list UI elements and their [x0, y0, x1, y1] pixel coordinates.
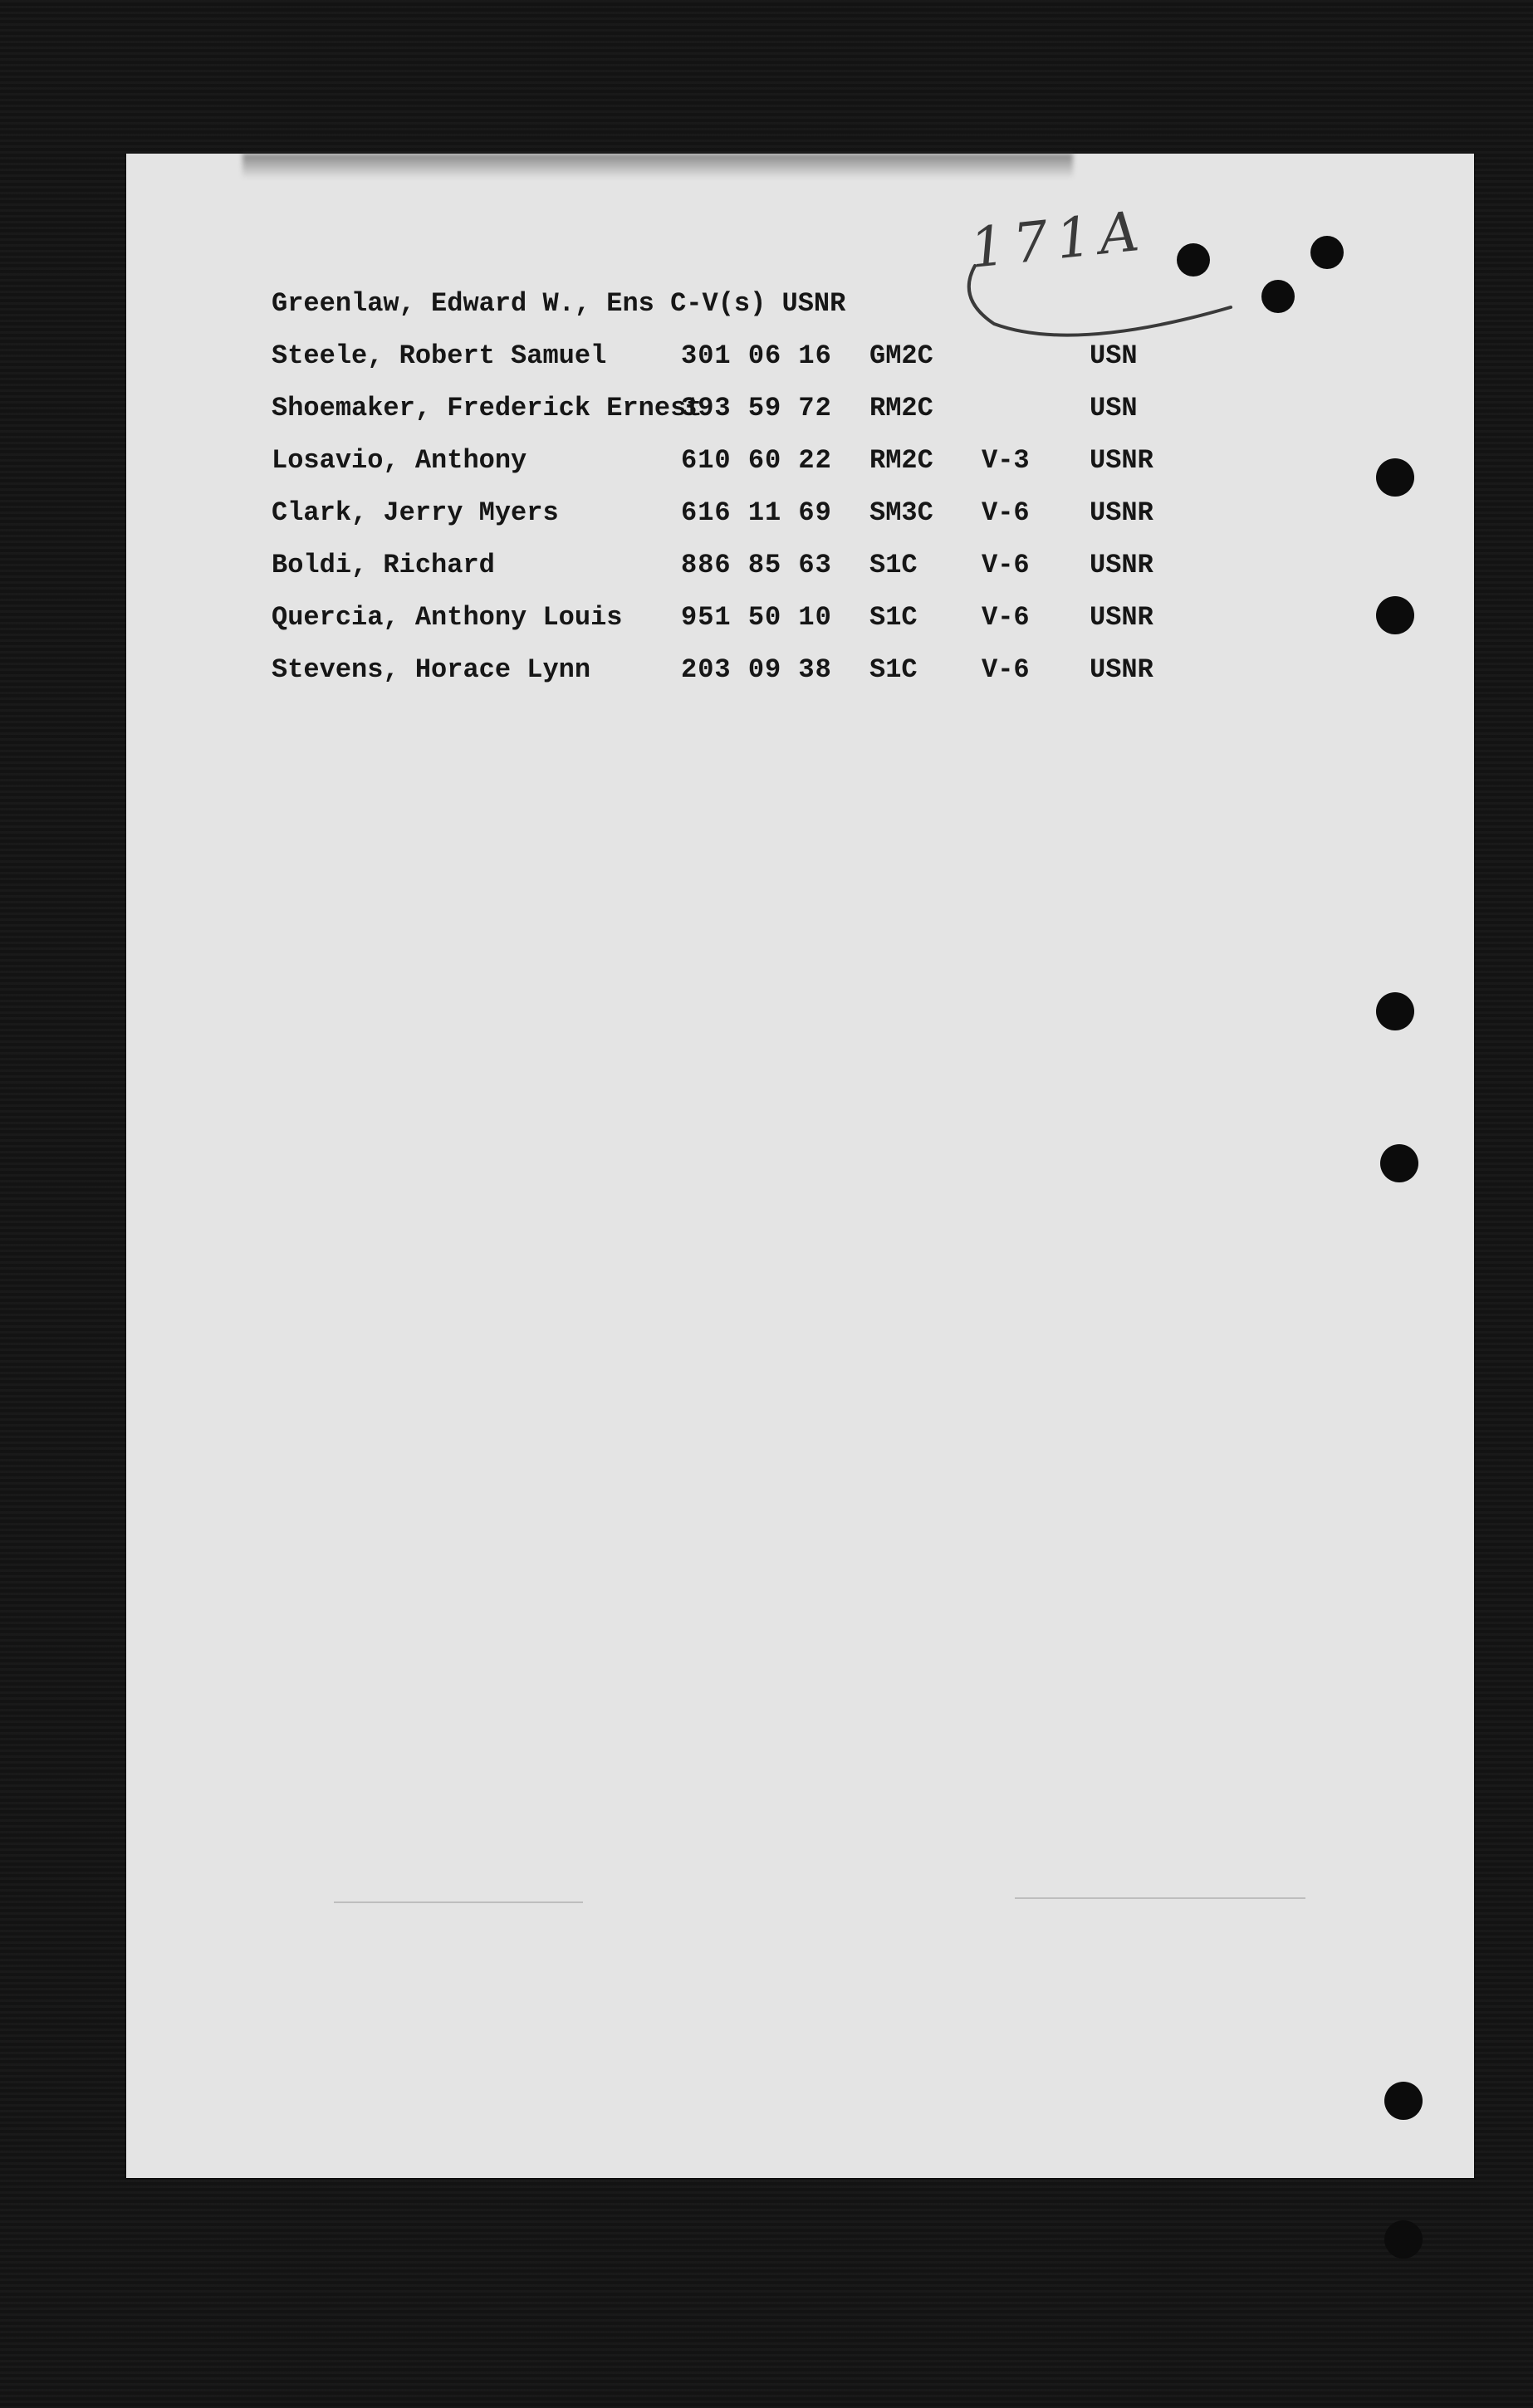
- record-class: V-6: [982, 550, 1030, 580]
- record-class: V-6: [982, 602, 1030, 633]
- faint-mark: [334, 1901, 583, 1903]
- record-rate: RM2C: [869, 393, 933, 423]
- record-row: [272, 330, 1268, 382]
- punch-hole: [1384, 2220, 1423, 2259]
- punch-hole: [1376, 596, 1414, 634]
- record-service-number: 616 11 69: [681, 497, 832, 528]
- faint-mark: [1015, 1897, 1305, 1899]
- punch-hole: [1376, 458, 1414, 497]
- record-row: [272, 539, 1268, 591]
- record-row: [272, 434, 1268, 487]
- officer-header: Greenlaw, Edward W., Ens C-V(s) USNR: [272, 288, 846, 319]
- record-name: Quercia, Anthony Louis: [272, 602, 623, 633]
- record-service-number: 393 59 72: [681, 393, 832, 423]
- record-service-number: 301 06 16: [681, 340, 832, 371]
- record-rate: SM3C: [869, 497, 933, 528]
- record-name: Steele, Robert Samuel: [272, 340, 607, 371]
- record-rate: GM2C: [869, 340, 933, 371]
- record-service-number: 886 85 63: [681, 550, 832, 580]
- punch-hole: [1376, 992, 1414, 1030]
- punch-hole: [1177, 243, 1210, 277]
- punch-hole: [1384, 2082, 1423, 2120]
- record-name: Clark, Jerry Myers: [272, 497, 559, 528]
- personnel-list: [272, 278, 1268, 696]
- record-name: Shoemaker, Frederick Ernest: [272, 393, 703, 423]
- record-service-number: 203 09 38: [681, 654, 832, 685]
- record-row: [272, 382, 1268, 434]
- record-rate: S1C: [869, 654, 918, 685]
- record-rate: RM2C: [869, 445, 933, 476]
- top-edge-smudge: [242, 154, 1073, 179]
- record-branch: USN: [1090, 340, 1138, 371]
- record-row: [272, 644, 1268, 696]
- record-branch: USNR: [1090, 602, 1153, 633]
- record-branch: USN: [1090, 393, 1138, 423]
- record-class: V-3: [982, 445, 1030, 476]
- record-class: V-6: [982, 497, 1030, 528]
- record-name: Boldi, Richard: [272, 550, 495, 580]
- record-branch: USNR: [1090, 550, 1153, 580]
- record-rate: S1C: [869, 550, 918, 580]
- record-name: Losavio, Anthony: [272, 445, 527, 476]
- punch-hole: [1380, 1144, 1418, 1182]
- record-name: Stevens, Horace Lynn: [272, 654, 591, 685]
- record-service-number: 951 50 10: [681, 602, 832, 633]
- record-service-number: 610 60 22: [681, 445, 832, 476]
- punch-hole: [1310, 236, 1344, 269]
- handwritten-page-ref: 171A: [967, 198, 1151, 281]
- record-class: V-6: [982, 654, 1030, 685]
- record-row: [272, 487, 1268, 539]
- record-row: [272, 591, 1268, 644]
- record-branch: USNR: [1090, 445, 1153, 476]
- document-page: [126, 154, 1474, 2178]
- record-branch: USNR: [1090, 497, 1153, 528]
- record-rate: S1C: [869, 602, 918, 633]
- record-branch: USNR: [1090, 654, 1153, 685]
